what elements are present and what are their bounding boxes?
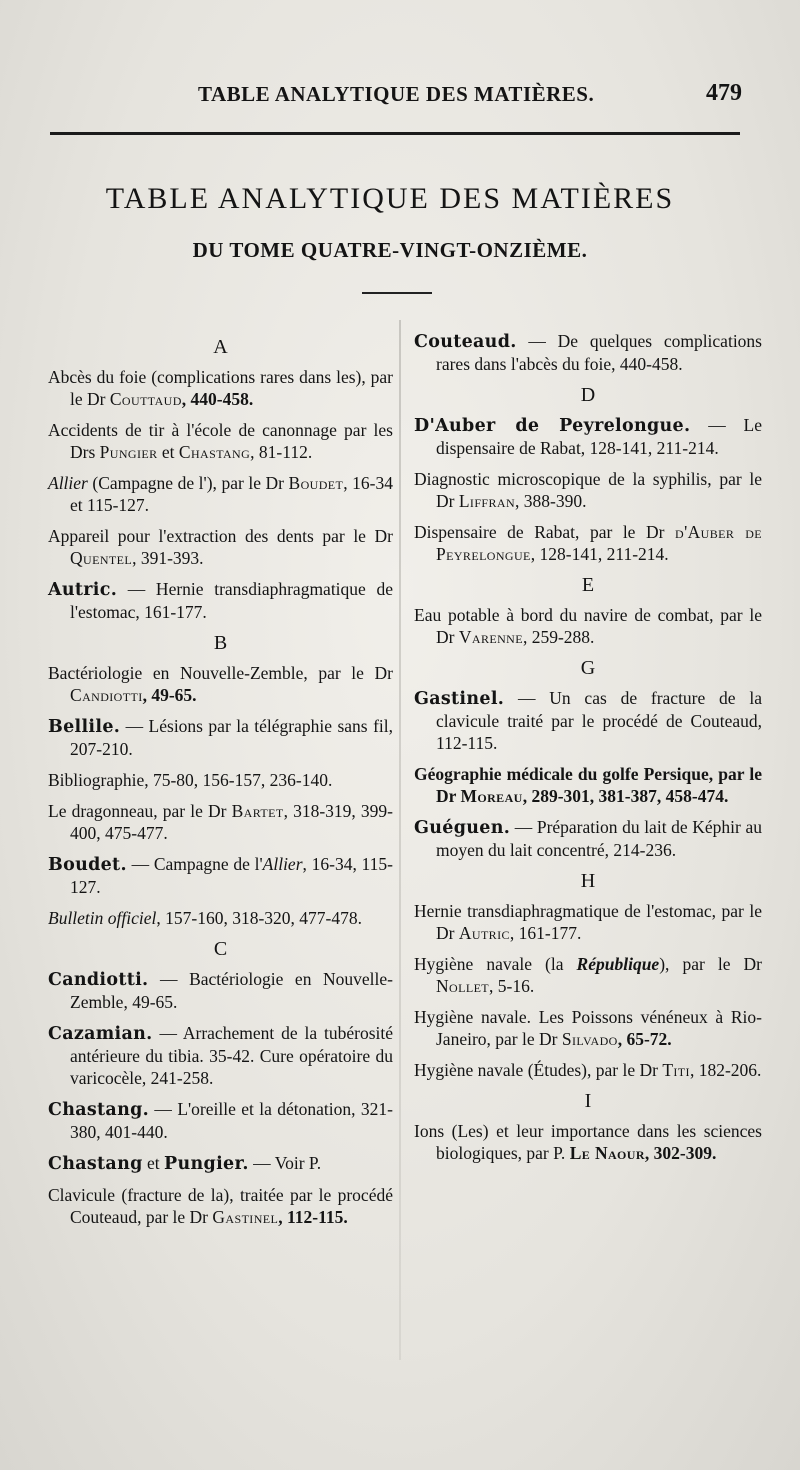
page-subtitle: DU TOME QUATRE-VINGT-ONZIÈME. xyxy=(192,238,588,262)
index-entry: Candiotti. — Bactériologie en Nouvelle-Zemble, 49-65. xyxy=(48,969,393,1012)
index-entry: Bibliographie, 75-80, 156-157, 236-140. xyxy=(48,770,333,790)
index-entry: Autric. — Hernie transdiaphragmatique de l'estomac, 161-177. xyxy=(48,579,393,622)
index-entry: Accidents de tir à l'école de canonnage par les Drs Pungier et Chastang, 81-112. xyxy=(48,420,393,462)
column-divider xyxy=(399,320,401,1360)
index-entry: Eau potable à bord du navire de combat, par le Dr Varenne, 259-288. xyxy=(414,605,762,647)
index-entry: Guéguen. — Préparation du lait de Képhir au moyen du lait concentré, 214-236. xyxy=(414,817,762,860)
running-head xyxy=(0,80,800,112)
section-letter-b: B xyxy=(213,632,228,654)
index-entry: Bulletin officiel, 157-160, 318-320, 477-478. xyxy=(48,908,362,928)
section-letter-h: H xyxy=(580,870,596,892)
index-entry: Appareil pour l'extraction des dents par le Dr Quentel, 391-393. xyxy=(48,526,393,568)
index-entry: Clavicule (fracture de la), traitée par le procédé Couteaud, par le Dr Gastinel, 112-115. xyxy=(48,1185,393,1227)
index-entry: Couteaud. — De quelques complications rares dans l'abcès du foie, 440-458. xyxy=(414,331,762,374)
right-column xyxy=(414,330,762,1173)
index-entry: Dispensaire de Rabat, par le Dr d'Auber de Peyrelongue, 128-141, 211-214. xyxy=(414,522,762,564)
index-entry: Bellile. — Lésions par la télégraphie sans fil, 207-210. xyxy=(48,716,393,759)
index-entry: Hernie transdiaphragmatique de l'estomac, par le Dr Autric, 161-177. xyxy=(414,901,762,943)
index-entry: Bactériologie en Nouvelle-Zemble, par le Dr Candiotti, 49-65. xyxy=(48,663,393,705)
section-letter-c: C xyxy=(213,938,228,960)
index-entry: Gastinel. — Un cas de fracture de la clavicule traité par le procédé de Couteaud, 112-115. xyxy=(414,688,762,753)
index-entry: Diagnostic microscopique de la syphilis, par le Dr Liffran, 388-390. xyxy=(414,469,762,511)
section-letter-e: E xyxy=(581,574,595,596)
page-title: TABLE ANALYTIQUE DES MATIÈRES xyxy=(105,182,675,215)
index-entry: Hygiène navale (Études), par le Dr Titi, 182-206. xyxy=(414,1060,762,1080)
index-entry: D'Auber de Peyrelongue. — Le dispensaire de Rabat, 128-141, 211-214. xyxy=(414,415,762,458)
running-title: TABLE ANALYTIQUE DES MATIÈRES. xyxy=(198,82,595,106)
index-entry: Allier (Campagne de l'), par le Dr Boudet, 16-34 et 115-127. xyxy=(48,473,393,515)
index-entry: Ions (Les) et leur importance dans les sciences biologiques, par P. Le Naour, 302-309. xyxy=(414,1121,762,1163)
section-letter-a: A xyxy=(213,336,228,358)
section-letter-g: G xyxy=(580,657,596,679)
index-entry: Hygiène navale. Les Poissons vénéneux à Rio-Janeiro, par le Dr Silvado, 65-72. xyxy=(414,1007,762,1049)
index-entry: Le dragonneau, par le Dr Bartet, 318-319, 399-400, 475-477. xyxy=(48,801,393,843)
section-letter-i: I xyxy=(584,1090,592,1112)
header-rule xyxy=(50,132,740,135)
index-entry: Chastang. — L'oreille et la détonation, 321-380, 401-440. xyxy=(48,1099,393,1142)
page-number: 479 xyxy=(706,80,742,106)
section-letter-d: D xyxy=(580,384,596,406)
index-entry: Géographie médicale du golfe Persique, par le Dr Moreau, 289-301, 381-387, 458-474. xyxy=(414,764,762,806)
index-entry: Abcès du foie (complications rares dans les), par le Dr Couttaud, 440-458. xyxy=(48,367,393,409)
index-entry: Boudet. — Campagne de l'Allier, 16-34, 115-127. xyxy=(48,854,393,897)
title-rule xyxy=(362,292,432,294)
index-entry: Hygiène navale (la République), par le Dr Nollet, 5-16. xyxy=(414,954,762,996)
index-entry: Cazamian. — Arrachement de la tubérosité antérieure du tibia. 35-42. Cure opératoire du varicocèle, 241-258. xyxy=(48,1023,393,1088)
index-entry: Chastang et Pungier. — Voir P. xyxy=(48,1153,322,1174)
left-column xyxy=(48,330,393,1237)
